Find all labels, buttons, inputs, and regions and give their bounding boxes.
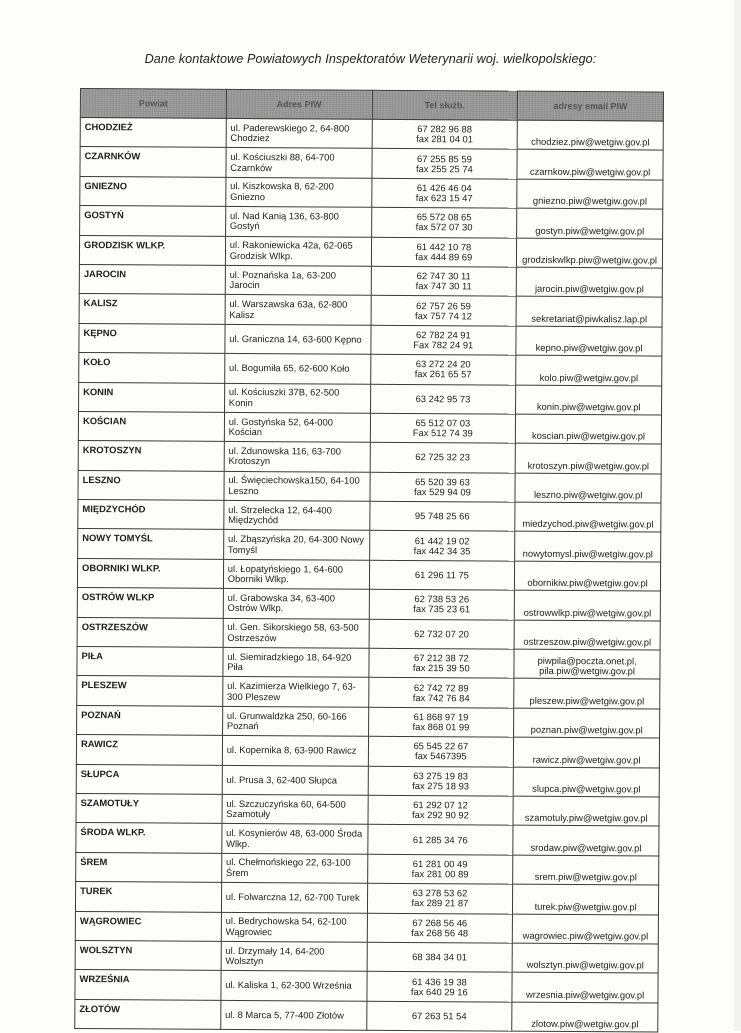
email-address[interactable]: kolo.piw@wetgiw.gov.pl bbox=[539, 371, 639, 383]
address-text: ul. Zdunowska 116, 63-700 Krotoszyn bbox=[228, 444, 341, 467]
cell-adres bbox=[221, 883, 367, 913]
cell-email bbox=[514, 649, 660, 679]
address-text: ul. Bedrychowska 54, 62-100 Wągrowiec bbox=[225, 915, 347, 937]
cell-email bbox=[514, 708, 660, 738]
address-text: ul. Folwarczna 12, 62-700 Turek bbox=[225, 890, 360, 903]
fax-number: fax 268 56 48 bbox=[411, 926, 469, 939]
address-text: ul. Strzelecka 12, 64-400 Międzychód bbox=[228, 503, 332, 526]
cell-tel bbox=[371, 149, 517, 179]
phone-number: 67 282 96 88 bbox=[417, 123, 473, 135]
cell-tel bbox=[369, 619, 515, 649]
cell-powiat: LESZNO bbox=[78, 470, 224, 500]
phone-number: 68 384 34 01 bbox=[412, 951, 467, 963]
cell-tel bbox=[368, 766, 514, 796]
cell-email bbox=[515, 532, 661, 562]
phone-number: 61 285 34 76 bbox=[412, 833, 468, 845]
cell-powiat: PIŁA bbox=[77, 647, 223, 677]
email-address[interactable]: srodaw.piw@wetgiw.gov.pl bbox=[530, 841, 642, 854]
cell-powiat: WRZEŚNIA bbox=[75, 970, 221, 1000]
fax-number: fax 747 30 11 bbox=[415, 280, 472, 292]
email-address[interactable]: wrzesnia.piw@wetgiw.gov.pl bbox=[525, 988, 645, 1001]
cell-adres bbox=[223, 530, 369, 560]
cell-email bbox=[514, 679, 660, 709]
cell-adres bbox=[221, 853, 367, 883]
cell-powiat: KONIN bbox=[79, 382, 225, 412]
phone-number: 67 212 38 72 bbox=[413, 652, 469, 664]
address-text: ul. Poznańska 1a, 63-200 Jarocin bbox=[229, 268, 336, 291]
email-address[interactable]: srem.piw@wetgiw.gov.pl bbox=[534, 870, 637, 883]
cell-email bbox=[513, 767, 659, 797]
cell-adres bbox=[222, 794, 368, 824]
phone-number: 65 545 22 67 bbox=[413, 740, 469, 752]
email-address[interactable]: piwpila@poczta.onet.pl, bbox=[537, 655, 637, 667]
table-body bbox=[75, 118, 664, 1033]
header-powiat: Powiat bbox=[80, 89, 226, 119]
cell-powiat: KALISZ bbox=[79, 294, 225, 324]
cell-email bbox=[516, 414, 662, 444]
address-text: ul. Gen. Sikorskiego 58, 63-500 Ostrzeszów bbox=[227, 621, 359, 644]
cell-tel bbox=[369, 560, 515, 590]
cell-tel bbox=[368, 795, 514, 825]
table-row bbox=[78, 529, 661, 562]
cell-tel bbox=[367, 883, 513, 913]
phone-number: 67 255 85 59 bbox=[417, 152, 472, 164]
table-row bbox=[79, 323, 662, 356]
phone-number: 63 242 95 73 bbox=[415, 392, 471, 405]
cell-powiat: SŁUPCA bbox=[76, 764, 222, 794]
cell-tel bbox=[370, 325, 516, 355]
table-header-row bbox=[80, 89, 663, 122]
cell-adres bbox=[221, 912, 367, 942]
table-row bbox=[75, 999, 658, 1032]
email-address[interactable]: chodziez.piw@wetgiw.gov.pl bbox=[531, 136, 650, 148]
cell-tel bbox=[370, 354, 516, 384]
email-address[interactable]: obornikiw.piw@wetgiw.gov.pl bbox=[527, 576, 648, 589]
table-row bbox=[78, 441, 661, 474]
cell-email bbox=[516, 385, 662, 415]
document-title: Dane kontaktowe Powiatowych Inspektoratów Weterynarii woj. wielkopolskiego: bbox=[144, 52, 597, 66]
cell-adres bbox=[223, 618, 369, 648]
table-row bbox=[77, 705, 660, 738]
email-address[interactable]: kepno.piw@wetgiw.gov.pl bbox=[535, 341, 643, 354]
address-text: ul. Chełmońskiego 22, 63-100 Śrem bbox=[225, 856, 351, 878]
cell-tel bbox=[371, 237, 517, 267]
address-text: ul. Gostyńska 52, 64-000 Kościan bbox=[228, 415, 333, 438]
cell-adres bbox=[222, 706, 368, 736]
email-address[interactable]: turek.piw@wetgiw.gov.pl bbox=[534, 900, 637, 912]
cell-tel bbox=[371, 207, 517, 237]
address-text: ul. Prusa 3, 62-400 Słupca bbox=[226, 773, 338, 786]
fax-number: fax 868 01 99 bbox=[412, 721, 470, 733]
cell-powiat: ZŁOTÓW bbox=[75, 999, 221, 1029]
cell-powiat: WOLSZTYN bbox=[75, 940, 221, 970]
cell-powiat: CZARNKÓW bbox=[80, 147, 226, 177]
email-address[interactable]: pila.piw@wetgiw.gov.pl bbox=[539, 665, 636, 677]
address-text: ul. Kazimierza Wielkiego 7, 63-300 Pleszew bbox=[227, 680, 356, 702]
cell-adres bbox=[224, 471, 370, 501]
cell-tel bbox=[368, 707, 514, 737]
cell-adres bbox=[224, 383, 370, 413]
cell-tel bbox=[367, 942, 513, 972]
scan-edge bbox=[734, 0, 741, 1031]
cell-email bbox=[512, 1002, 658, 1032]
phone-number: 61 281 00 49 bbox=[412, 858, 468, 870]
fax-number: fax 281 04 01 bbox=[416, 133, 474, 145]
email-address[interactable]: sekretariat@piwkalisz.lap.pl bbox=[531, 312, 648, 325]
cell-email bbox=[512, 943, 658, 973]
cell-tel bbox=[367, 854, 513, 884]
header-adres: Adres PIW bbox=[226, 89, 372, 119]
cell-tel bbox=[369, 590, 515, 620]
cell-tel bbox=[371, 296, 517, 326]
address-text: ul. Siemiradzkiego 18, 64-920 Piła bbox=[227, 650, 352, 673]
fax-number: fax 757 74 12 bbox=[415, 309, 472, 321]
table-row bbox=[77, 617, 660, 650]
phone-number: 61 868 97 19 bbox=[413, 711, 469, 723]
phone-number: 61 426 46 04 bbox=[416, 182, 472, 194]
address-text: ul. Paderewskiego 2, 64-800 Chodzież bbox=[230, 121, 350, 144]
cell-powiat: GRODZISK WLKP. bbox=[79, 235, 225, 265]
fax-number: fax 742 76 84 bbox=[412, 691, 470, 704]
address-text: ul. Kopernika 8, 63-900 Rawicz bbox=[226, 744, 357, 756]
table-row bbox=[77, 558, 660, 591]
address-text: ul. Grabowska 34, 63-400 Ostrów Wlkp. bbox=[227, 591, 336, 614]
fax-number: fax 640 29 16 bbox=[410, 985, 468, 997]
cell-adres bbox=[223, 589, 369, 619]
phone-number: 67 268 56 46 bbox=[412, 916, 468, 929]
cell-email bbox=[515, 502, 661, 532]
phone-number: 65 512 07 03 bbox=[415, 417, 471, 429]
table-row bbox=[76, 735, 659, 768]
phone-number: 95 748 25 66 bbox=[414, 510, 470, 522]
cell-adres bbox=[221, 1000, 367, 1030]
cell-tel bbox=[367, 913, 513, 943]
address-text: ul. Graniczna 14, 63-600 Kępno bbox=[229, 332, 362, 345]
phone-number: 63 278 53 62 bbox=[412, 887, 468, 899]
email-address[interactable]: zlotow.piw@wetgiw.gov.pl bbox=[531, 1017, 639, 1030]
cell-adres bbox=[224, 500, 370, 530]
cell-tel bbox=[366, 1001, 512, 1031]
cell-adres bbox=[222, 765, 368, 795]
email-address[interactable]: czarnkow.piw@wetgiw.gov.pl bbox=[529, 165, 651, 178]
table-row bbox=[76, 852, 659, 885]
cell-adres bbox=[225, 207, 371, 237]
cell-powiat: ŚRODA WLKP. bbox=[76, 823, 222, 853]
fax-number: fax 5467395 bbox=[414, 750, 467, 762]
fax-number: Fax 782 24 91 bbox=[413, 338, 474, 351]
phone-number: 65 520 39 63 bbox=[415, 475, 470, 488]
cell-adres bbox=[226, 177, 372, 207]
fax-number: fax 281 00 89 bbox=[411, 867, 469, 880]
table-row bbox=[79, 382, 662, 415]
cell-powiat: KOŚCIAN bbox=[78, 411, 224, 441]
phone-number: 61 442 10 78 bbox=[416, 240, 472, 253]
fax-number: fax 442 34 35 bbox=[413, 544, 471, 557]
cell-powiat: TUREK bbox=[75, 882, 221, 912]
address-text: ul. Święciechowska150, 64-100 Leszno bbox=[228, 474, 360, 496]
email-address[interactable]: szamotuly.piw@wetgiw.gov.pl bbox=[524, 812, 648, 824]
contact-table bbox=[74, 88, 664, 1033]
table-row bbox=[75, 970, 658, 1003]
email-address[interactable]: slupca.piw@wetgiw.gov.pl bbox=[532, 782, 641, 795]
cell-tel bbox=[372, 119, 518, 149]
fax-number: fax 215 39 50 bbox=[412, 662, 470, 674]
address-text: ul. Kosynierów 48, 63-000 Środa Wlkp. bbox=[226, 826, 363, 849]
email-address[interactable]: leszno.piw@wetgiw.gov.pl bbox=[533, 488, 643, 501]
cell-email bbox=[517, 179, 663, 209]
cell-email bbox=[516, 267, 662, 297]
cell-adres bbox=[224, 412, 370, 442]
email-address[interactable]: miedzychod.piw@wetgiw.gov.pl bbox=[522, 518, 654, 530]
phone-number: 62 782 24 91 bbox=[415, 328, 471, 341]
cell-tel bbox=[370, 443, 516, 473]
cell-powiat: KROTOSZYN bbox=[78, 441, 224, 471]
cell-adres bbox=[226, 148, 372, 178]
fax-number: Fax 512 74 39 bbox=[412, 427, 473, 439]
phone-number: 62 747 30 11 bbox=[416, 270, 471, 282]
cell-tel bbox=[371, 178, 517, 208]
email-address[interactable]: grodziskwlkp.piw@wetgiw.gov.pl bbox=[522, 253, 658, 266]
fax-number: fax 255 25 74 bbox=[415, 162, 473, 174]
fax-number: fax 529 94 09 bbox=[413, 485, 471, 498]
cell-email bbox=[517, 238, 663, 268]
fax-number: fax 289 21 87 bbox=[411, 897, 469, 909]
email-address[interactable]: poznan.piw@wetgiw.gov.pl bbox=[530, 723, 643, 736]
table-row bbox=[80, 147, 663, 180]
cell-powiat: KĘPNO bbox=[79, 323, 225, 353]
cell-powiat: SZAMOTUŁY bbox=[76, 793, 222, 823]
email-address[interactable]: wagrowiec.piw@wetgiw.gov.pl bbox=[522, 929, 649, 942]
table-row bbox=[76, 764, 659, 797]
header-tel: Tel służb. bbox=[372, 90, 518, 120]
email-address[interactable]: jarocin.piw@wetgiw.gov.pl bbox=[534, 283, 644, 295]
address-text: ul. Kiszkowska 8, 62-200 Gniezno bbox=[230, 180, 334, 203]
cell-email bbox=[516, 297, 662, 327]
cell-email bbox=[515, 443, 661, 473]
cell-email bbox=[513, 914, 659, 944]
cell-adres bbox=[225, 236, 371, 266]
address-text: ul. Kaliska 1, 62-300 Września bbox=[225, 979, 352, 991]
cell-tel bbox=[368, 648, 514, 678]
cell-adres bbox=[221, 971, 367, 1001]
cell-adres bbox=[223, 559, 369, 589]
table-row bbox=[79, 264, 662, 297]
fax-number: fax 623 15 47 bbox=[415, 192, 473, 204]
cell-powiat: PLESZEW bbox=[77, 676, 223, 706]
email-address[interactable]: konin.piw@wetgiw.gov.pl bbox=[536, 400, 641, 413]
cell-adres bbox=[221, 941, 367, 971]
phone-number: 61 296 11 75 bbox=[414, 569, 469, 581]
phone-number: 62 742 72 89 bbox=[413, 681, 469, 693]
cell-adres bbox=[222, 736, 368, 766]
cell-powiat: CHODZIEŻ bbox=[80, 118, 226, 148]
cell-email bbox=[513, 826, 659, 856]
address-text: ul. Łopatyńskiego 1, 64-600 Oborniki Wlkp. bbox=[227, 562, 344, 585]
address-text: ul. Nad Kanią 136, 63-800 Gostyń bbox=[229, 209, 339, 232]
cell-powiat: RAWICZ bbox=[76, 735, 222, 765]
fax-number: fax 735 23 61 bbox=[413, 603, 471, 615]
fax-number: fax 292 90 92 bbox=[411, 809, 469, 821]
table-row bbox=[76, 823, 659, 856]
cell-email bbox=[514, 737, 660, 767]
cell-adres bbox=[224, 354, 370, 384]
cell-adres bbox=[225, 324, 371, 354]
cell-powiat: ŚREM bbox=[76, 852, 222, 882]
cell-email bbox=[517, 120, 663, 150]
cell-tel bbox=[370, 384, 516, 414]
email-address[interactable]: ostrowwlkp.piw@wetgiw.gov.pl bbox=[523, 606, 652, 619]
cell-adres bbox=[224, 442, 370, 472]
cell-tel bbox=[368, 678, 514, 708]
address-text: ul. Drzymały 14, 64-200 Wolsztyn bbox=[225, 944, 325, 967]
table-row bbox=[75, 940, 658, 973]
cell-adres bbox=[223, 647, 369, 677]
cell-tel bbox=[370, 413, 516, 443]
table-row bbox=[78, 411, 661, 444]
cell-tel bbox=[367, 825, 513, 855]
address-text: ul. Kościuszki 88, 64-700 Czarnków bbox=[230, 150, 335, 173]
address-text: ul. Zbąszyńska 20, 64-300 Nowy Tomyśl bbox=[227, 533, 365, 555]
cell-powiat: JAROCIN bbox=[79, 264, 225, 294]
fax-number: fax 275 18 93 bbox=[412, 779, 470, 792]
table-row bbox=[79, 353, 662, 386]
email-address[interactable]: gostyn.piw@wetgiw.gov.pl bbox=[535, 224, 645, 237]
cell-email bbox=[514, 620, 660, 650]
table-row bbox=[78, 470, 661, 503]
table-row bbox=[77, 676, 660, 709]
cell-powiat: OBORNIKI WLKP. bbox=[77, 558, 223, 588]
cell-tel bbox=[368, 736, 514, 766]
phone-number: 63 275 19 83 bbox=[413, 769, 469, 782]
table-row bbox=[80, 118, 663, 151]
email-address[interactable]: nowytomysl.piw@wetgiw.gov.pl bbox=[522, 547, 653, 560]
address-text: ul. Rakoniewicka 42a, 62-065 Grodzisk Wlkp. bbox=[229, 239, 353, 262]
table-row bbox=[75, 882, 658, 915]
table-row bbox=[76, 793, 659, 826]
phone-number: 62 738 53 26 bbox=[414, 593, 470, 605]
table-row bbox=[78, 500, 661, 533]
cell-powiat: MIĘDZYCHÓD bbox=[78, 500, 224, 530]
phone-number: 62 732 07 20 bbox=[414, 627, 469, 640]
cell-tel bbox=[371, 266, 517, 296]
table-row bbox=[80, 176, 663, 209]
cell-tel bbox=[369, 531, 515, 561]
cell-email bbox=[515, 473, 661, 503]
cell-adres bbox=[222, 677, 368, 707]
address-text: ul. Grunwaldzka 250, 60-166 Poznań bbox=[226, 709, 347, 732]
cell-powiat: GOSTYŃ bbox=[80, 206, 226, 236]
cell-email bbox=[517, 208, 663, 238]
cell-powiat: OSTRÓW WLKP bbox=[77, 588, 223, 618]
email-address[interactable]: koscian.piw@wetgiw.gov.pl bbox=[531, 430, 646, 442]
cell-email bbox=[517, 150, 663, 180]
cell-email bbox=[515, 561, 661, 591]
cell-powiat: WĄGROWIEC bbox=[75, 911, 221, 941]
cell-email bbox=[512, 972, 658, 1002]
phone-number: 62 725 32 23 bbox=[415, 451, 471, 463]
address-text: ul. 8 Marca 5, 77-400 Złotów bbox=[225, 1008, 344, 1021]
email-address[interactable]: wolsztyn.piw@wetgiw.gov.pl bbox=[526, 959, 644, 971]
cell-email bbox=[515, 590, 661, 620]
cell-powiat: POZNAŃ bbox=[77, 705, 223, 735]
cell-powiat: GNIEZNO bbox=[80, 176, 226, 206]
cell-adres bbox=[225, 295, 371, 325]
email-address[interactable]: pleszew.piw@wetgiw.gov.pl bbox=[529, 694, 645, 707]
cell-adres bbox=[222, 824, 368, 854]
phone-number: 63 272 24 20 bbox=[415, 358, 471, 370]
table-row bbox=[79, 294, 662, 327]
address-text: ul. Szczuczyńska 60, 64-500 Szamotuły bbox=[226, 797, 346, 820]
cell-adres bbox=[225, 265, 371, 295]
email-address[interactable]: ostrzeszow.piw@wetgiw.gov.pl bbox=[523, 635, 652, 648]
fax-number: fax 261 65 57 bbox=[414, 368, 472, 380]
table-row bbox=[77, 647, 660, 680]
table-row bbox=[75, 911, 658, 944]
email-address[interactable]: rawicz.piw@wetgiw.gov.pl bbox=[532, 753, 641, 766]
cell-tel bbox=[366, 972, 512, 1002]
cell-email bbox=[516, 326, 662, 356]
phone-number: 62 757 26 59 bbox=[416, 299, 471, 311]
email-address[interactable]: krotoszyn.piw@wetgiw.gov.pl bbox=[527, 459, 650, 472]
table-row bbox=[79, 235, 662, 268]
email-address[interactable]: gniezno.piw@wetgiw.gov.pl bbox=[532, 194, 648, 207]
phone-number: 61 436 19 38 bbox=[412, 975, 467, 987]
cell-adres bbox=[226, 118, 372, 148]
cell-email bbox=[516, 355, 662, 385]
cell-email bbox=[513, 884, 659, 914]
phone-number: 67 263 51 54 bbox=[411, 1009, 467, 1022]
cell-powiat: NOWY TOMYŚL bbox=[78, 529, 224, 559]
cell-tel bbox=[369, 472, 515, 502]
cell-tel bbox=[369, 501, 515, 531]
cell-powiat: KOŁO bbox=[79, 353, 225, 383]
cell-powiat: OSTRZESZÓW bbox=[77, 617, 223, 647]
phone-number: 65 572 08 65 bbox=[416, 211, 472, 223]
phone-number: 61 442 19 02 bbox=[414, 534, 470, 547]
table-row bbox=[77, 588, 660, 621]
address-text: ul. Kościuszki 37B, 62-500 Konin bbox=[228, 386, 340, 408]
phone-number: 61 292 07 12 bbox=[413, 799, 468, 811]
fax-number: fax 572 07 30 bbox=[415, 221, 473, 233]
fax-number: fax 444 89 69 bbox=[415, 250, 473, 263]
cell-email bbox=[513, 796, 659, 826]
cell-email bbox=[513, 855, 659, 885]
header-email: adresy email PIW bbox=[518, 91, 664, 121]
address-text: ul. Bogumiła 65, 62-600 Koło bbox=[229, 361, 350, 374]
address-text: ul. Warszawska 63a, 62-800 Kalisz bbox=[229, 297, 348, 320]
table-row bbox=[80, 206, 663, 239]
